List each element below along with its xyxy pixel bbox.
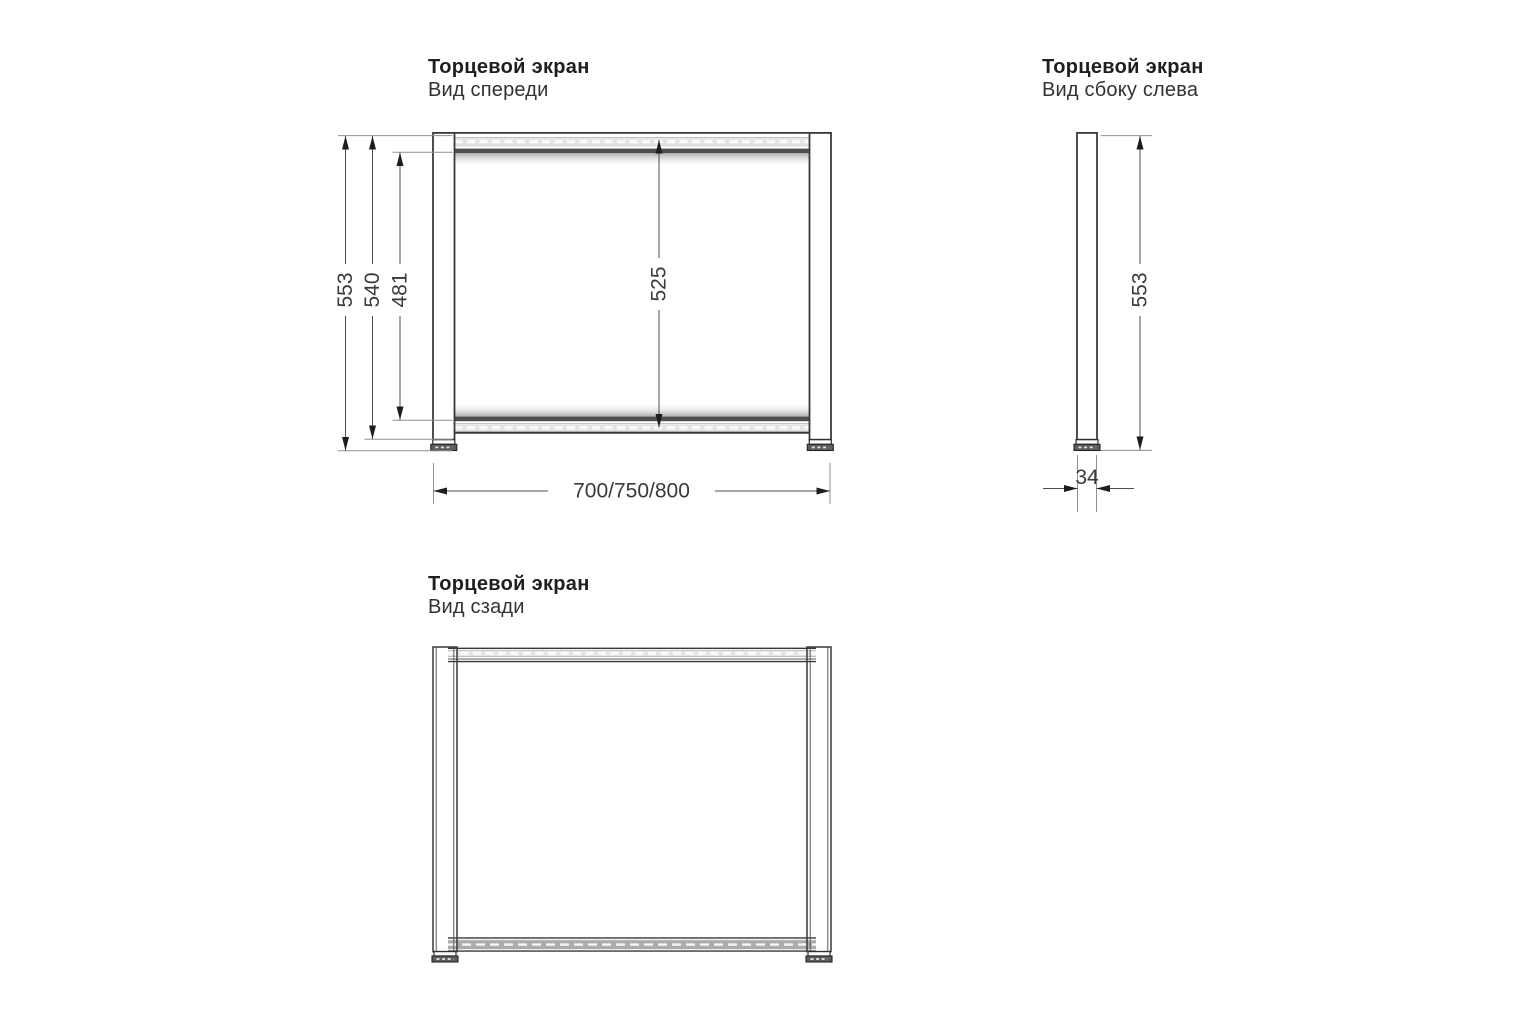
- dim-label: 553: [334, 272, 357, 308]
- rear-view-title: Торцевой экран: [428, 573, 590, 595]
- dim-front-opening-height: [648, 140, 671, 428]
- arrowhead: [817, 488, 831, 495]
- foot-plate: [1076, 440, 1098, 445]
- dim-label: 481: [388, 272, 412, 308]
- rail-dark-band: [455, 417, 810, 422]
- arrowhead: [397, 153, 404, 167]
- arrowhead: [342, 136, 349, 150]
- front-view-subtitle: Вид спереди: [428, 79, 549, 101]
- rail-dark-band: [455, 149, 810, 154]
- rear-right-foot: [806, 952, 832, 962]
- dim-label: 540: [361, 272, 384, 308]
- dim-front-width: [434, 463, 831, 504]
- front-left-post: [433, 133, 455, 440]
- rear-view-drawing: [432, 647, 832, 962]
- foot-plate: [808, 952, 830, 956]
- arrowhead: [369, 136, 376, 150]
- rear-top-rail: [448, 648, 816, 661]
- arrowhead: [1137, 437, 1144, 451]
- side-view-subtitle: Вид сбоку слева: [1042, 79, 1199, 101]
- foot-plate: [433, 440, 455, 445]
- dim-label: 700/750/800: [573, 479, 690, 503]
- rail-shadow: [455, 153, 809, 167]
- foot-plate: [809, 440, 831, 445]
- arrowhead: [397, 407, 404, 421]
- arrowhead: [342, 437, 349, 451]
- front-top-rail: [455, 133, 810, 167]
- arrowhead: [1137, 136, 1144, 150]
- rear-left-foot: [432, 952, 458, 962]
- front-view-drawing: [334, 133, 833, 504]
- side-foot: [1074, 440, 1100, 451]
- dim-side-depth: [1043, 455, 1134, 512]
- dim-side-total-height: [1101, 136, 1153, 451]
- front-left-foot: [431, 440, 457, 451]
- rear-bottom-rail: [448, 938, 816, 951]
- front-right-foot: [807, 440, 833, 451]
- dim-label: 34: [1075, 466, 1099, 489]
- rear-view-subtitle: Вид сзади: [428, 596, 525, 618]
- foot-plate: [434, 952, 456, 956]
- side-view-drawing: [1043, 133, 1152, 512]
- arrowhead: [434, 488, 448, 495]
- side-view-title: Торцевой экран: [1042, 56, 1204, 78]
- rail-shadow: [455, 403, 809, 417]
- dim-label: 525: [647, 266, 671, 302]
- side-post: [1077, 133, 1097, 440]
- arrowhead: [369, 426, 376, 440]
- front-view-title: Торцевой экран: [428, 56, 590, 78]
- dim-label: 553: [1128, 272, 1152, 308]
- front-bottom-rail: [455, 403, 810, 433]
- front-right-post: [810, 133, 832, 440]
